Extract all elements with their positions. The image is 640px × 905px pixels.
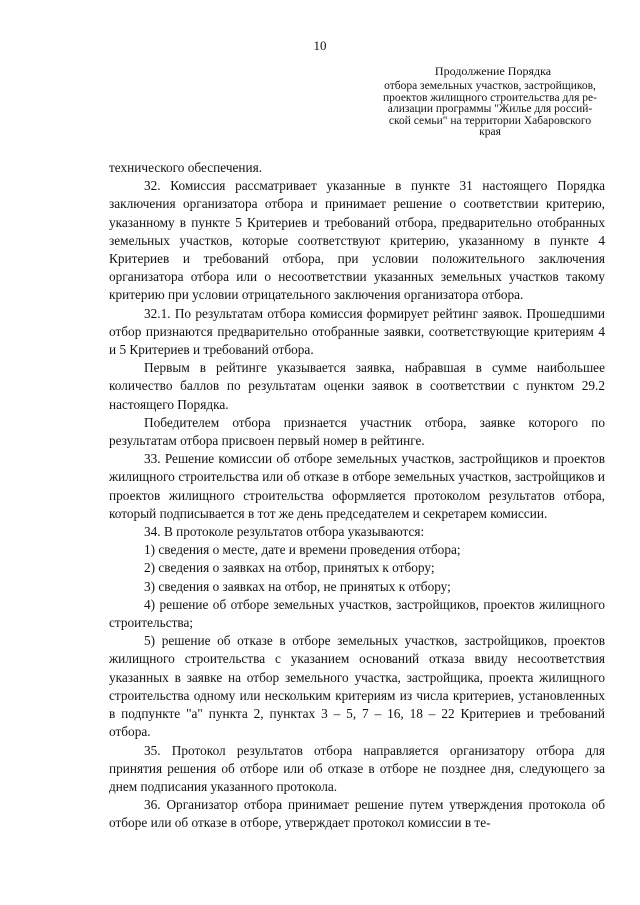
header-subtitle-line: проектов жилищного строительства для ре-	[383, 91, 597, 104]
paragraph: 35. Протокол результатов отбора направляется организатору отбора для принятия решения об отборе или об отказе в отборе не позднее дня, следующего за днем подписания указанного протокола.	[109, 742, 605, 794]
page-number: 10	[313, 38, 327, 53]
list-item: 5) решение об отказе в отборе земельных участков, застройщиков, проектов жилищного строительства с указанием оснований отказа ввиду несоответствия указанных в заявке на отбор земельного участка, застройщика, проекта жилищного строительства одному или нескольким критериям из числа критериев, установленных в подпункте "а" пункта 2, пунктах 3 – 5, 7 – 16, 18 – 22 Критериев и требований отбора.	[109, 633, 605, 740]
paragraph: 34. В протоколе результатов отбора указываются:	[144, 524, 425, 540]
list-item: 4) решение об отборе земельных участков, застройщиков, проектов жилищного строительства;	[109, 596, 605, 631]
paragraph: Первым в рейтинге указывается заявка, набравшая в сумме наибольшее количество баллов по результатам оценки заявок в соответствии с пунктом 29.2 настоящего Порядка.	[109, 360, 605, 412]
header-subtitle-line: отбора земельных участков, застройщиков,	[384, 80, 596, 92]
header-subtitle	[362, 81, 618, 139]
body-text	[109, 159, 605, 833]
list-item: 2) сведения о заявках на отбор, принятых к отбору;	[144, 560, 435, 576]
header-subtitle-line: ализации программы "Жилье для россий-	[387, 103, 593, 115]
list-item: 1) сведения о месте, дате и времени проведения отбора;	[144, 542, 461, 558]
paragraph: 32.1. По результатам отбора комиссия формирует рейтинг заявок. Прошедшими отбор признаются предварительно отобранные заявки, соответствующие критериям 4 и 5 Критериев и требований отбора.	[109, 305, 605, 358]
paragraph: 32. Комиссия рассматривает указанные в пункте 31 настоящего Порядка заключения организатора отбора и принимает решение о соответствии критерию, указанному в пункте 5 Критериев и требований отбора, предварительно отобранных земельных участков, которые соответствуют критерию, указанному в пункте 4 Критериев и требований отбора, при условии положительного заключения организатора отбора или о несоответствии указанных земельных участков такому критерию при условии отрицательного заключения организатора отбора.	[109, 178, 605, 303]
header-subtitle-line: ской семьи" на территории Хабаровского	[388, 114, 592, 127]
paragraph: Победителем отбора признается участник отбора, заявке которого по результатам отбора присвоен первый номер в рейтинге.	[109, 414, 605, 449]
header-subtitle-line: края	[479, 126, 501, 138]
paragraph: 36. Организатор отбора принимает решение путем утверждения протокола об отборе или об отказе в отборе, утверждает протокол комиссии в те-	[109, 797, 605, 831]
header-continuation: Продолжение Порядка	[434, 64, 552, 78]
paragraph: 33. Решение комиссии об отборе земельных участков, застройщиков и проектов жилищного строительства или об отказе в отборе земельных участков, застройщиков и проектов жилищного строительства оформляется протоколом результатов отбора, который подписывается в тот же день председателем и секретарем комиссии.	[109, 451, 605, 521]
list-item: 3) сведения о заявках на отбор, не принятых к отбору;	[144, 578, 451, 594]
paragraph: технического обеспечения.	[109, 160, 263, 175]
